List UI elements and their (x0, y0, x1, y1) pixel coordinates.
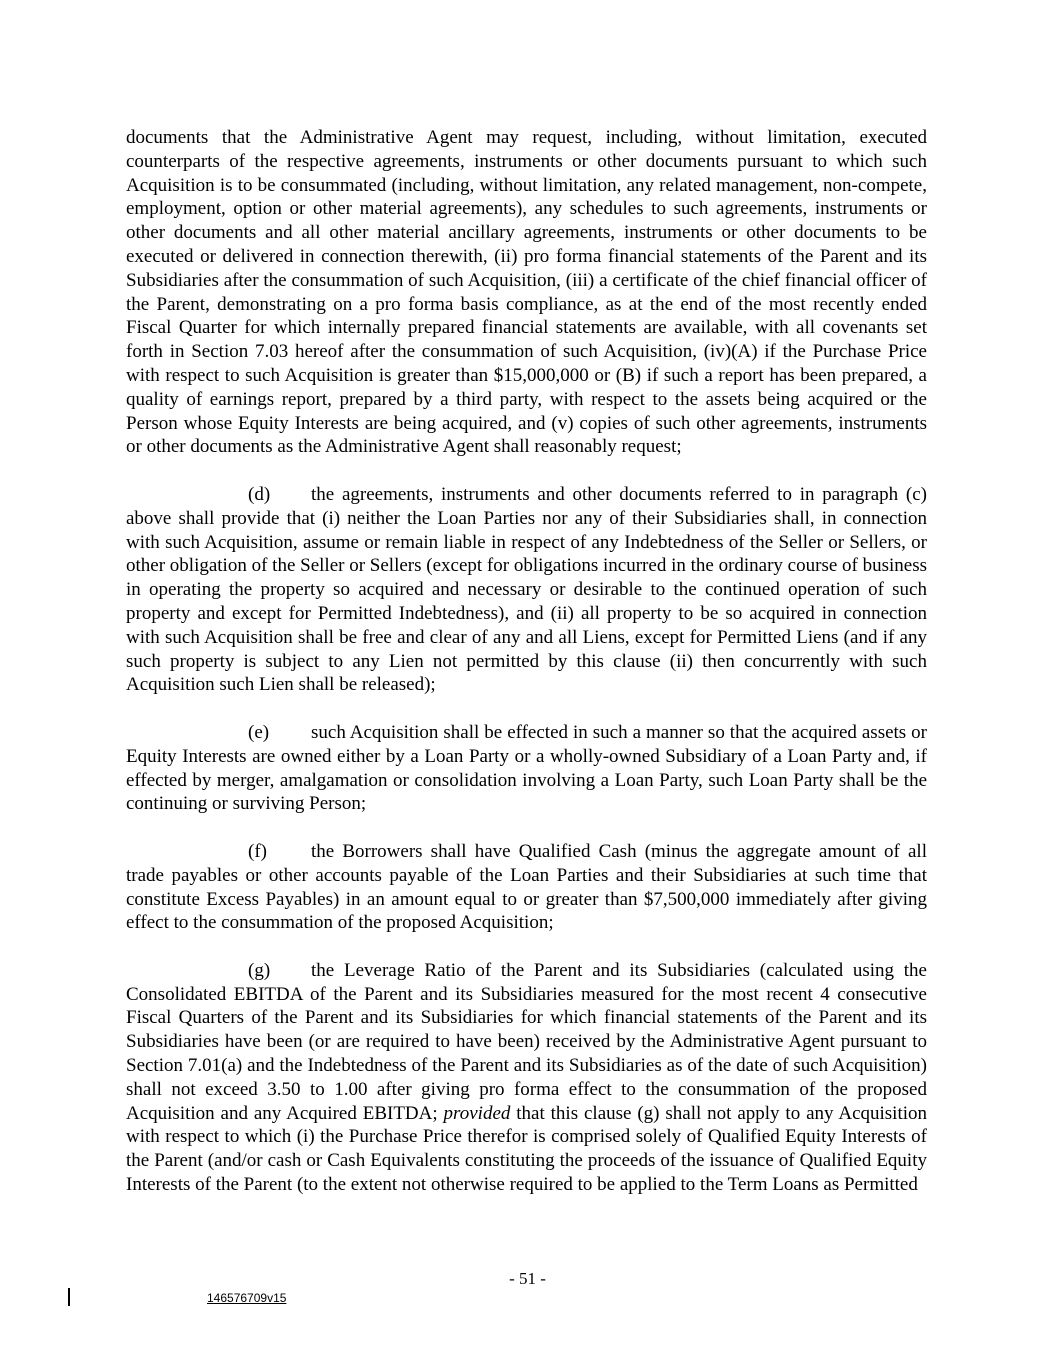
revision-change-bar (68, 1288, 70, 1306)
paragraph-text: the Leverage Ratio of the Parent and its Subsidiaries (calculated using the Consolidated EBITDA of the Parent and its Subsidiaries measured for the most recent 4 consecutive Fiscal Quarters of the Parent and its Subsidiaries for which financial statements of the Parent and its Subsidiaries have been (or are required to have been) received by the Administrative Agent pursuant to Section 7.01(a) and the Indebtedness of the Parent and its Subsidiaries as of the date of such Acquisition) shall not exceed 3.50 to 1.00 after giving pro forma effect to the consummation of the proposed Acquisition and any Acquired EBITDA; (126, 959, 927, 1124)
paragraph-clause-g (126, 959, 927, 1197)
clause-label: (f) (248, 840, 267, 862)
paragraph-text: the Borrowers shall have Qualified Cash (minus the aggregate amount of all trade payables or other accounts payable of the Loan Parties and their Subsidiaries at such time that constitute Excess Payables) in an amount equal to or greater than $7,500,000 immediately after giving effect to the consummation of the proposed Acquisition; (126, 840, 927, 934)
document-id: 146576709v15 (207, 1291, 287, 1305)
paragraph-text: such Acquisition shall be effected in such a manner so that the acquired assets or Equity Interests are owned either by a Loan Party or a wholly-owned Subsidiary of a Loan Party and, if effected by merger, amalgamation or consolidation involving a Loan Party, such Loan Party shall be the continuing or surviving Person; (126, 721, 927, 815)
provided-italic: provided (443, 1102, 511, 1124)
paragraph-continuation (126, 126, 927, 459)
clause-label: (g) (248, 959, 271, 981)
paragraph-text: documents that the Administrative Agent may request, including, without limitation, executed counterparts of the respective agreements, instruments or other documents pursuant to which such Acquisition is to be consummated (including, without limitation, any related management, non-compete, employment, option or other material agreements), any schedules to such agreements, instruments or other documents and all other material ancillary agreements, instruments or other documents to be executed or delivered in connection therewith, (ii) pro forma financial statements of the Parent and its Subsidiaries after the consummation of such Acquisition, (iii) a certificate of the chief financial officer of the Parent, demonstrating on a pro forma basis compliance, as at the end of the most recently ended Fiscal Quarter for which internally prepared financial statements are available, with all covenants set forth in Section 7.03 hereof after the consummation of such Acquisition, (iv)(A) if the Purchase Price with respect to such Acquisition is greater than $15,000,000 or (B) if such a report has been prepared, a quality of earnings report, prepared by a third party, with respect to the assets being acquired or the Person whose Equity Interests are being acquired, and (v) copies of such other agreements, instruments or other documents as the Administrative Agent shall reasonably request; (126, 127, 927, 458)
body-text (126, 126, 927, 1221)
paragraph-text: the agreements, instruments and other documents referred to in paragraph (c) above shall provide that (i) neither the Loan Parties nor any of their Subsidiaries shall, in connection with such Acquisition, assume or remain liable in respect of any Indebtedness of the Seller or Sellers, or other obligation of the Seller or Sellers (except for obligations incurred in the ordinary course of business in operating the property so acquired and necessary or desirable to the continued operation of such property and except for Permitted Indebtedness), and (ii) all property to be so acquired in connection with such Acquisition shall be free and clear of any and all Liens, except for Permitted Liens (and if any such property is subject to any Lien not permitted by this clause (ii) then concurrently with such Acquisition such Lien shall be released); (126, 483, 927, 696)
paragraph-clause-d (126, 483, 927, 697)
paragraph-clause-e (126, 721, 927, 816)
paragraph-text-continued: that this clause (g) shall not apply to any Acquisition with respect to which (i) the Purchase Price therefor is comprised solely of Qualified Equity Interests of the Parent (and/or cash or Cash Equivalents constituting the proceeds of the issuance of Qualified Equity Interests of the Parent (to the extent not otherwise required to be applied to the Term Loans as Permitted (126, 1102, 928, 1196)
clause-label: (e) (248, 721, 270, 743)
paragraph-clause-f (126, 840, 927, 935)
clause-label: (d) (248, 483, 271, 505)
page-number: - 51 - (509, 1269, 546, 1288)
